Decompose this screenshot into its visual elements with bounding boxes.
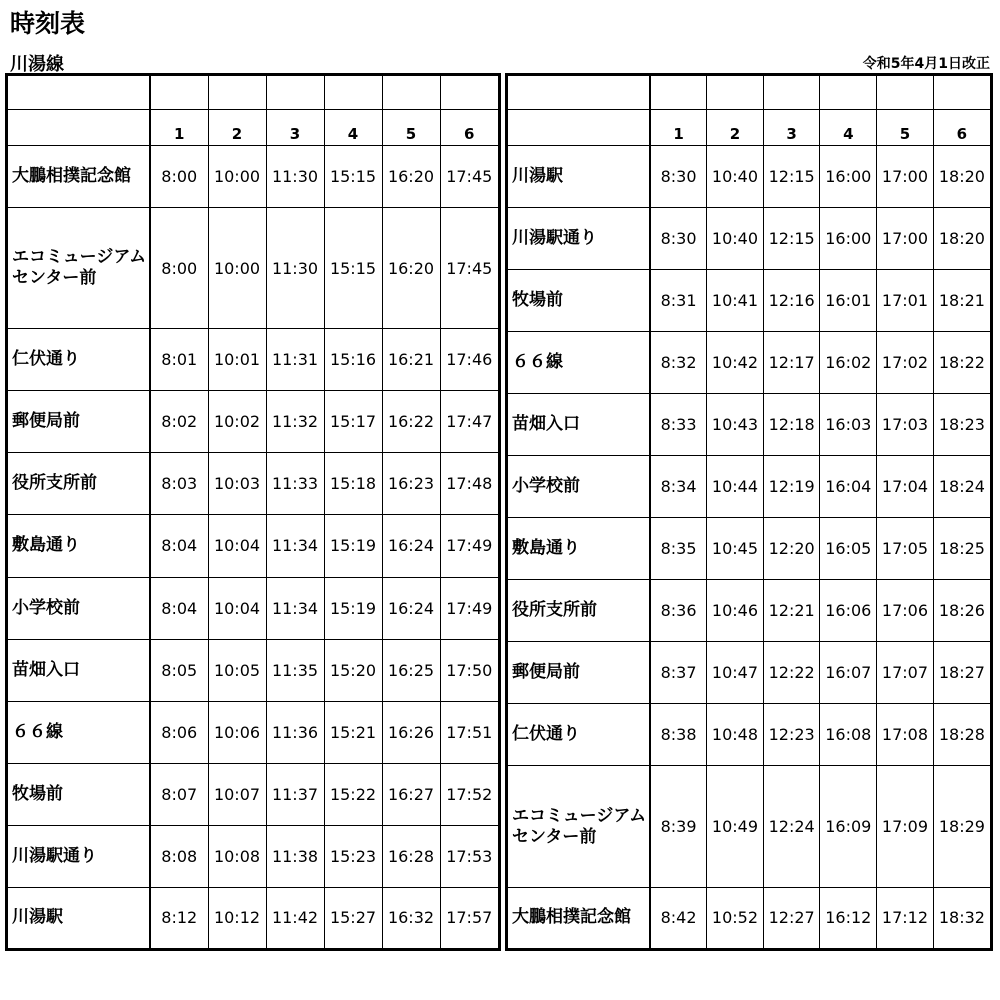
table-row	[8, 639, 498, 701]
run-number-row	[8, 110, 498, 146]
departure-time: 15:21	[324, 701, 382, 763]
departure-time: 16:07	[820, 642, 877, 704]
departure-time: 11:37	[266, 763, 324, 825]
departure-time: 16:24	[382, 577, 440, 639]
departure-time: 12:22	[763, 642, 820, 704]
table-row	[508, 146, 990, 208]
inbound-table	[508, 76, 990, 948]
table-row	[508, 332, 990, 394]
departure-time: 10:01	[208, 329, 266, 391]
table-row	[508, 580, 990, 642]
departure-time: 8:36	[650, 580, 707, 642]
table-row	[508, 704, 990, 766]
table-row	[508, 456, 990, 518]
departure-time: 10:40	[707, 208, 764, 270]
run-header-blank	[8, 110, 150, 146]
departure-time: 15:15	[324, 208, 382, 329]
departure-time: 12:27	[763, 887, 820, 948]
run-number: 4	[324, 110, 382, 146]
departure-time: 10:52	[707, 887, 764, 948]
departure-time: 16:25	[382, 639, 440, 701]
departure-time: 18:20	[933, 208, 990, 270]
departure-time: 10:06	[208, 701, 266, 763]
blank-cell	[266, 76, 324, 110]
departure-time: 17:06	[877, 580, 934, 642]
run-number: 4	[820, 110, 877, 146]
table-row	[508, 766, 990, 887]
departure-time: 12:23	[763, 704, 820, 766]
departure-time: 8:33	[650, 394, 707, 456]
departure-time: 16:23	[382, 453, 440, 515]
departure-time: 10:44	[707, 456, 764, 518]
departure-time: 11:36	[266, 701, 324, 763]
stop-name: 小学校前	[508, 456, 650, 518]
table-row	[8, 391, 498, 453]
departure-time: 18:23	[933, 394, 990, 456]
departure-time: 17:03	[877, 394, 934, 456]
blank-cell	[820, 76, 877, 110]
departure-time: 8:34	[650, 456, 707, 518]
departure-time: 17:46	[440, 329, 498, 391]
departure-time: 8:38	[650, 704, 707, 766]
departure-time: 8:32	[650, 332, 707, 394]
departure-time: 17:47	[440, 391, 498, 453]
stop-name: 郵便局前	[8, 391, 150, 453]
departure-time: 10:48	[707, 704, 764, 766]
departure-time: 10:41	[707, 270, 764, 332]
departure-time: 17:01	[877, 270, 934, 332]
stop-name: 敷島通り	[508, 518, 650, 580]
table-row	[8, 887, 498, 948]
departure-time: 10:00	[208, 146, 266, 208]
table-row	[8, 208, 498, 329]
departure-time: 18:20	[933, 146, 990, 208]
stop-name: 大鵬相撲記念館	[8, 146, 150, 208]
departure-time: 16:24	[382, 515, 440, 577]
departure-time: 17:09	[877, 766, 934, 887]
departure-time: 10:04	[208, 577, 266, 639]
run-number: 1	[150, 110, 208, 146]
departure-time: 15:23	[324, 825, 382, 887]
departure-time: 16:01	[820, 270, 877, 332]
departure-time: 18:22	[933, 332, 990, 394]
departure-time: 15:20	[324, 639, 382, 701]
departure-time: 8:30	[650, 146, 707, 208]
table-row	[8, 329, 498, 391]
blank-cell	[208, 76, 266, 110]
departure-time: 12:20	[763, 518, 820, 580]
departure-time: 10:47	[707, 642, 764, 704]
outbound-table	[8, 76, 498, 948]
departure-time: 17:51	[440, 701, 498, 763]
stop-name: 苗畑入口	[8, 639, 150, 701]
departure-time: 17:07	[877, 642, 934, 704]
stop-name: ６６線	[508, 332, 650, 394]
departure-time: 16:20	[382, 208, 440, 329]
departure-time: 10:45	[707, 518, 764, 580]
departure-time: 17:05	[877, 518, 934, 580]
blank-header-row	[8, 76, 498, 110]
table-row	[508, 518, 990, 580]
departure-time: 16:21	[382, 329, 440, 391]
run-number: 6	[440, 110, 498, 146]
departure-time: 12:24	[763, 766, 820, 887]
departure-time: 10:43	[707, 394, 764, 456]
table-row	[8, 146, 498, 208]
departure-time: 11:30	[266, 208, 324, 329]
departure-time: 16:09	[820, 766, 877, 887]
blank-cell	[508, 76, 650, 110]
departure-time: 10:42	[707, 332, 764, 394]
departure-time: 15:19	[324, 515, 382, 577]
departure-time: 8:07	[150, 763, 208, 825]
departure-time: 8:31	[650, 270, 707, 332]
run-number-row	[508, 110, 990, 146]
departure-time: 17:00	[877, 146, 934, 208]
table-row	[508, 208, 990, 270]
blank-cell	[8, 76, 150, 110]
departure-time: 10:05	[208, 639, 266, 701]
departure-time: 16:08	[820, 704, 877, 766]
departure-time: 18:27	[933, 642, 990, 704]
stop-name: 大鵬相撲記念館	[508, 887, 650, 948]
departure-time: 11:32	[266, 391, 324, 453]
departure-time: 17:04	[877, 456, 934, 518]
stop-name: 川湯駅通り	[8, 825, 150, 887]
departure-time: 17:52	[440, 763, 498, 825]
outbound-timetable	[5, 73, 501, 951]
departure-time: 15:17	[324, 391, 382, 453]
departure-time: 16:04	[820, 456, 877, 518]
departure-time: 12:19	[763, 456, 820, 518]
departure-time: 8:00	[150, 208, 208, 329]
blank-cell	[150, 76, 208, 110]
departure-time: 15:19	[324, 577, 382, 639]
departure-time: 16:06	[820, 580, 877, 642]
departure-time: 8:01	[150, 329, 208, 391]
stop-name: 役所支所前	[8, 453, 150, 515]
departure-time: 10:12	[208, 887, 266, 948]
run-number: 5	[382, 110, 440, 146]
run-number: 3	[763, 110, 820, 146]
run-number: 6	[933, 110, 990, 146]
departure-time: 12:15	[763, 146, 820, 208]
stop-name: 小学校前	[8, 577, 150, 639]
departure-time: 17:53	[440, 825, 498, 887]
departure-time: 10:03	[208, 453, 266, 515]
stop-name: 役所支所前	[508, 580, 650, 642]
departure-time: 8:04	[150, 577, 208, 639]
departure-time: 8:02	[150, 391, 208, 453]
departure-time: 10:40	[707, 146, 764, 208]
stop-name: 郵便局前	[508, 642, 650, 704]
table-row	[8, 515, 498, 577]
departure-time: 16:27	[382, 763, 440, 825]
blank-cell	[763, 76, 820, 110]
run-number: 3	[266, 110, 324, 146]
line-name: 川湯線	[10, 54, 64, 75]
departure-time: 17:12	[877, 887, 934, 948]
departure-time: 16:05	[820, 518, 877, 580]
departure-time: 16:28	[382, 825, 440, 887]
departure-time: 16:20	[382, 146, 440, 208]
departure-time: 17:49	[440, 515, 498, 577]
departure-time: 17:48	[440, 453, 498, 515]
blank-cell	[933, 76, 990, 110]
departure-time: 18:29	[933, 766, 990, 887]
stop-name: 仁伏通り	[508, 704, 650, 766]
departure-time: 11:31	[266, 329, 324, 391]
blank-cell	[650, 76, 707, 110]
run-number: 5	[877, 110, 934, 146]
departure-time: 11:33	[266, 453, 324, 515]
stop-name: 敷島通り	[8, 515, 150, 577]
blank-cell	[877, 76, 934, 110]
departure-time: 12:17	[763, 332, 820, 394]
departure-time: 10:49	[707, 766, 764, 887]
table-row	[508, 270, 990, 332]
departure-time: 10:08	[208, 825, 266, 887]
revision-date: 令和5年4月1日改正	[862, 56, 990, 72]
departure-time: 11:35	[266, 639, 324, 701]
departure-time: 8:08	[150, 825, 208, 887]
departure-time: 17:02	[877, 332, 934, 394]
departure-time: 8:37	[650, 642, 707, 704]
stop-name: 牧場前	[8, 763, 150, 825]
departure-time: 17:00	[877, 208, 934, 270]
departure-time: 11:30	[266, 146, 324, 208]
blank-cell	[440, 76, 498, 110]
table-row	[8, 453, 498, 515]
departure-time: 17:49	[440, 577, 498, 639]
departure-time: 17:45	[440, 146, 498, 208]
departure-time: 8:35	[650, 518, 707, 580]
departure-time: 10:02	[208, 391, 266, 453]
departure-time: 16:22	[382, 391, 440, 453]
blank-cell	[324, 76, 382, 110]
departure-time: 16:00	[820, 208, 877, 270]
inbound-timetable	[505, 73, 993, 951]
stop-name: エコミュージアムセンター前	[8, 208, 150, 329]
departure-time: 15:22	[324, 763, 382, 825]
departure-time: 10:07	[208, 763, 266, 825]
run-number: 1	[650, 110, 707, 146]
stop-name: 川湯駅	[508, 146, 650, 208]
page-title: 時刻表	[10, 9, 86, 38]
departure-time: 15:27	[324, 887, 382, 948]
stop-name: 牧場前	[508, 270, 650, 332]
departure-time: 8:00	[150, 146, 208, 208]
departure-time: 8:04	[150, 515, 208, 577]
departure-time: 12:15	[763, 208, 820, 270]
table-row	[8, 701, 498, 763]
departure-time: 8:30	[650, 208, 707, 270]
departure-time: 8:39	[650, 766, 707, 887]
blank-cell	[707, 76, 764, 110]
table-row	[8, 763, 498, 825]
departure-time: 12:21	[763, 580, 820, 642]
departure-time: 15:18	[324, 453, 382, 515]
table-row	[508, 887, 990, 948]
stop-name: エコミュージアムセンター前	[508, 766, 650, 887]
stop-name: 川湯駅	[8, 887, 150, 948]
departure-time: 8:06	[150, 701, 208, 763]
table-row	[508, 642, 990, 704]
departure-time: 16:03	[820, 394, 877, 456]
departure-time: 12:16	[763, 270, 820, 332]
run-number: 2	[208, 110, 266, 146]
departure-time: 16:02	[820, 332, 877, 394]
table-row	[8, 577, 498, 639]
departure-time: 11:34	[266, 577, 324, 639]
departure-time: 8:03	[150, 453, 208, 515]
departure-time: 16:32	[382, 887, 440, 948]
departure-time: 12:18	[763, 394, 820, 456]
stop-name: ６６線	[8, 701, 150, 763]
table-row	[8, 825, 498, 887]
departure-time: 18:28	[933, 704, 990, 766]
stop-name: 苗畑入口	[508, 394, 650, 456]
departure-time: 18:26	[933, 580, 990, 642]
stop-name: 川湯駅通り	[508, 208, 650, 270]
departure-time: 10:46	[707, 580, 764, 642]
departure-time: 8:12	[150, 887, 208, 948]
departure-time: 10:04	[208, 515, 266, 577]
departure-time: 18:32	[933, 887, 990, 948]
run-header-blank	[508, 110, 650, 146]
departure-time: 11:38	[266, 825, 324, 887]
departure-time: 10:00	[208, 208, 266, 329]
departure-time: 15:15	[324, 146, 382, 208]
departure-time: 11:34	[266, 515, 324, 577]
stop-name: 仁伏通り	[8, 329, 150, 391]
departure-time: 16:26	[382, 701, 440, 763]
departure-time: 18:24	[933, 456, 990, 518]
departure-time: 17:08	[877, 704, 934, 766]
blank-cell	[382, 76, 440, 110]
departure-time: 8:05	[150, 639, 208, 701]
departure-time: 18:21	[933, 270, 990, 332]
departure-time: 11:42	[266, 887, 324, 948]
departure-time: 16:00	[820, 146, 877, 208]
table-row	[508, 394, 990, 456]
run-number: 2	[707, 110, 764, 146]
departure-time: 16:12	[820, 887, 877, 948]
departure-time: 18:25	[933, 518, 990, 580]
departure-time: 17:57	[440, 887, 498, 948]
blank-header-row	[508, 76, 990, 110]
departure-time: 17:50	[440, 639, 498, 701]
departure-time: 17:45	[440, 208, 498, 329]
departure-time: 8:42	[650, 887, 707, 948]
departure-time: 15:16	[324, 329, 382, 391]
